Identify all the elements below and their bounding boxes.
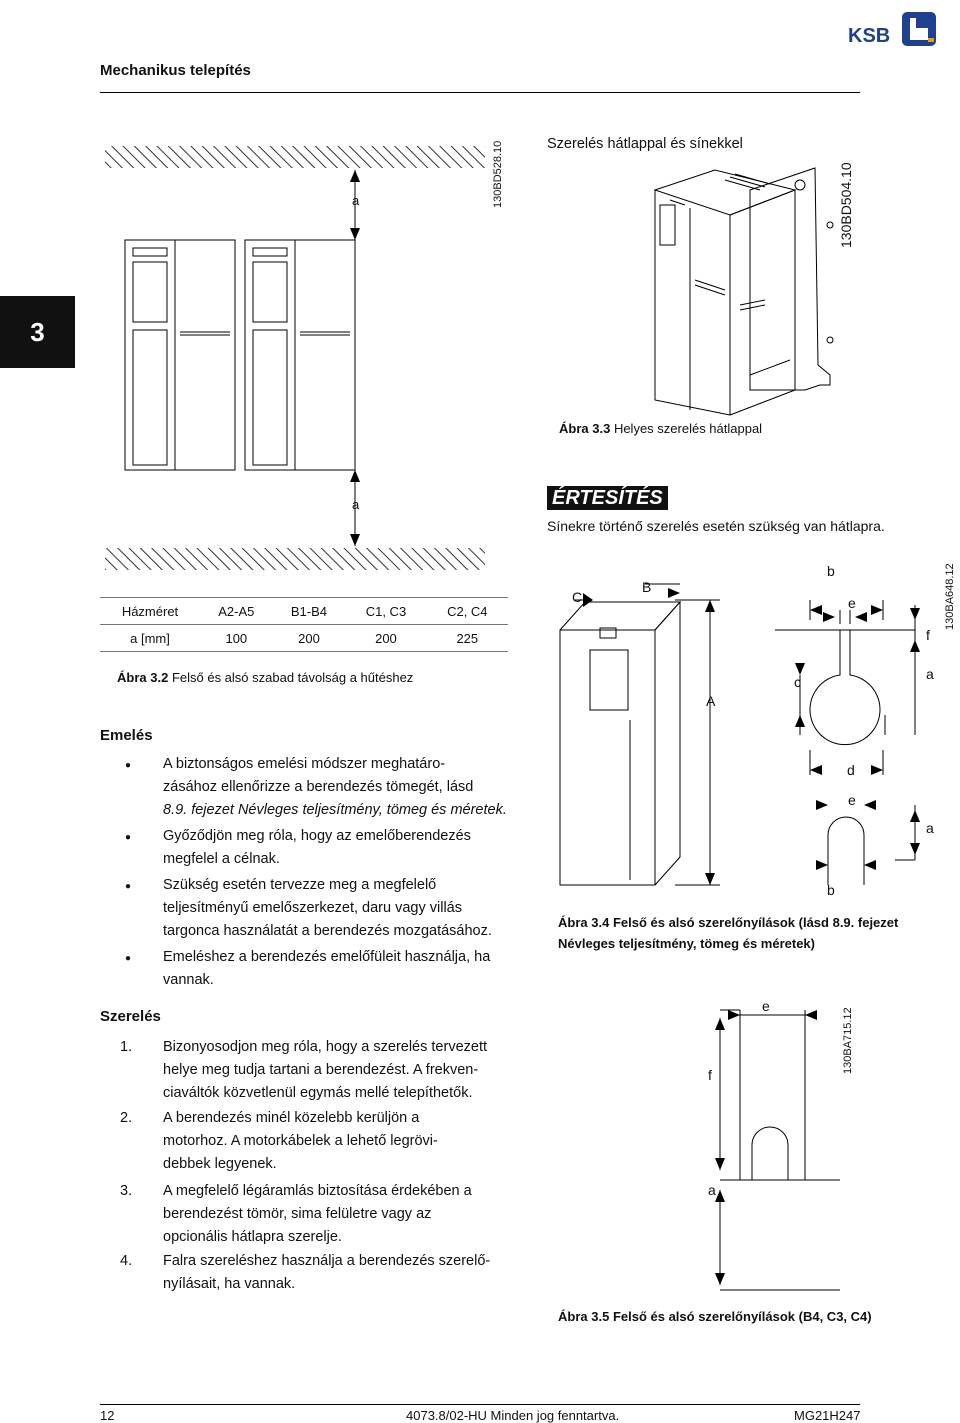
list-line: Bizonyosodjon meg róla, hogy a szerelés tervezett <box>163 1039 488 1055</box>
list-line: targonca használatát a berendezés mozgatásához. <box>163 923 492 939</box>
dim-label-e: e <box>848 792 856 808</box>
step-number: 1. <box>120 1039 133 1055</box>
figure-code: 130BA715.12 <box>842 1007 854 1074</box>
list-line: opcionális hátlapra szerelje. <box>163 1229 342 1245</box>
list-line: motorhoz. A motorkábelek a lehető legrövi- <box>163 1133 438 1149</box>
list-line: 8.9. fejezet Névleges teljesítmény, tömeg és méretek. <box>163 802 507 818</box>
list-line: zásához ellenőrizze a berendezés tömegét, lásd <box>163 779 474 795</box>
section-title: Mechanikus telepítés <box>100 62 251 79</box>
table-cell: B1-B4 <box>273 598 346 625</box>
list-item <box>163 1036 487 1105</box>
table-cell: Házméret <box>100 598 200 625</box>
step-number: 3. <box>120 1183 133 1199</box>
list-line: ciaváltók közvetlenül egymás mellé telepíthetők. <box>163 1085 473 1101</box>
table-cell: 200 <box>273 625 346 652</box>
figure-caption <box>558 912 958 954</box>
dim-label-e: e <box>762 998 770 1014</box>
figure-caption <box>117 670 413 685</box>
dim-label-e: e <box>848 595 856 611</box>
list-line: debbek legyenek. <box>163 1156 277 1172</box>
list-line: berendezést tömör, sima felületre vagy az <box>163 1206 432 1222</box>
figure-code: 130BD528.10 <box>492 140 504 208</box>
figure-code: 130BD504.10 <box>838 162 854 248</box>
figure-code: 130BA648.12 <box>944 563 956 630</box>
bullet-icon: ● <box>125 832 132 843</box>
figure-title: Szerelés hátlappal és sínekkel <box>547 136 743 152</box>
list-line: nyílásait, ha vannak. <box>163 1276 296 1292</box>
caption-number: Ábra 3.2 <box>117 670 169 685</box>
bullet-icon: ● <box>125 760 132 771</box>
list-line: A berendezés minél közelebb kerüljön a <box>163 1110 420 1126</box>
dim-label-B: B <box>642 579 652 595</box>
step-number: 4. <box>120 1253 133 1269</box>
dim-label-a: a <box>926 820 934 836</box>
list-line: Győződjön meg róla, hogy az emelőberendezés <box>163 828 471 844</box>
list-line: A megfelelő légáramlás biztosítása érdekében a <box>163 1183 472 1199</box>
clearance-table <box>100 597 508 652</box>
notice-title: ÉRTESÍTÉS <box>547 486 668 510</box>
list-item <box>163 874 492 943</box>
backplate-drawing <box>630 160 840 420</box>
list-line: A biztonságos emelési módszer meghatáro- <box>163 756 446 772</box>
list-line: vannak. <box>163 972 214 988</box>
caption-text: Felső és alsó szerelőnyílások (lásd 8.9. fejezet Névleges teljesítmény, tömeg és méretek) <box>558 915 899 951</box>
list-line: teljesítményű emelőszerkezet, daru vagy villás <box>163 900 462 916</box>
ceiling-hatch <box>105 146 485 168</box>
list-item <box>163 753 507 822</box>
section-heading: Szerelés <box>100 1008 161 1025</box>
table-cell: C1, C3 <box>345 598 426 625</box>
bullet-icon: ● <box>125 881 132 892</box>
table-cell: a [mm] <box>100 625 200 652</box>
caption-text: Helyes szerelés hátlappal <box>613 421 763 436</box>
chapter-tab: 3 <box>0 296 75 368</box>
logo-text: KSB <box>848 25 891 47</box>
table-cell: 100 <box>200 625 273 652</box>
step-number: 2. <box>120 1110 133 1126</box>
caption-number: Ábra 3.4 <box>558 915 610 930</box>
floor-hatch <box>105 548 485 570</box>
section-heading: Emelés <box>100 727 153 744</box>
dim-label-f: f <box>708 1067 712 1083</box>
drive-left <box>125 240 235 470</box>
bullet-icon: ● <box>125 953 132 964</box>
figure-caption <box>559 421 762 436</box>
table-row <box>100 625 508 652</box>
dim-label-a: a <box>708 1182 716 1198</box>
document-id: MG21H247 <box>794 1408 861 1423</box>
list-item <box>163 1250 490 1296</box>
caption-number: Ábra 3.3 <box>559 421 611 436</box>
caption-number: Ábra 3.5 <box>558 1309 610 1324</box>
list-line: megfelel a célnak. <box>163 851 280 867</box>
slot-diagram <box>700 1000 840 1300</box>
footer-rule <box>100 1404 860 1405</box>
dim-label-f: f <box>926 627 930 643</box>
list-line: helye meg tudja tartani a berendezést. A frekven- <box>163 1062 479 1078</box>
notice-text: Sínekre történő szerelés esetén szükség van hátlapra. <box>547 518 885 534</box>
dim-label-b: b <box>827 563 835 579</box>
list-item <box>163 1180 472 1249</box>
dim-label-c: c <box>794 674 801 690</box>
footer-rights: 4073.8/02-HU Minden jog fenntartva. <box>406 1408 620 1423</box>
dim-label-a: a <box>926 666 934 682</box>
list-item <box>163 946 490 992</box>
ksb-logo <box>846 8 940 50</box>
clearance-diagram <box>105 140 505 580</box>
drive-right <box>245 240 355 470</box>
caption-text: Felső és alsó szerelőnyílások (B4, C3, C4) <box>612 1309 872 1324</box>
list-line: Emeléshez a berendezés emelőfüleit használja, ha <box>163 949 491 965</box>
clearance-label-bottom: a <box>352 497 360 512</box>
list-item <box>163 1107 438 1176</box>
dim-label-C: C <box>572 589 583 605</box>
list-item <box>163 825 471 871</box>
page-number: 12 <box>100 1408 115 1423</box>
clearance-label-top: a <box>352 193 360 208</box>
table-cell: A2-A5 <box>200 598 273 625</box>
figure-caption <box>558 1309 872 1324</box>
table-header-row <box>100 598 508 625</box>
caption-text: Felső és alsó szabad távolság a hűtéshez <box>171 670 414 685</box>
dim-label-d: d <box>847 762 855 778</box>
list-line: Falra szereléshez használja a berendezés szerelő- <box>163 1253 491 1269</box>
dim-label-b: b <box>827 882 835 898</box>
dim-label-A: A <box>706 693 716 709</box>
table-cell: 225 <box>427 625 508 652</box>
mounting-holes-diagram <box>545 560 960 900</box>
table-cell: C2, C4 <box>427 598 508 625</box>
list-line: Szükség esetén tervezze meg a megfelelő <box>163 877 437 893</box>
header-rule <box>100 92 860 93</box>
table-cell: 200 <box>345 625 426 652</box>
